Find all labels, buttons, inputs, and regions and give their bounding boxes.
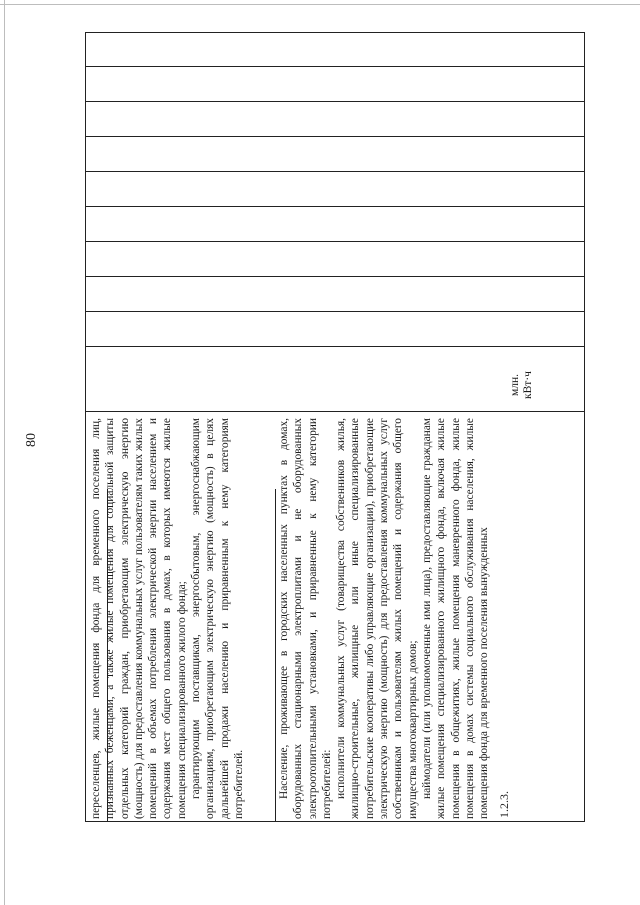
scan-edge-top bbox=[0, 4, 640, 5]
scan-edge-left bbox=[4, 0, 5, 905]
column-separator bbox=[85, 276, 585, 277]
column-separator bbox=[85, 66, 585, 67]
row-b-text bbox=[277, 418, 577, 819]
column-separator bbox=[85, 171, 585, 172]
row-a-text bbox=[89, 418, 275, 819]
row-b-paragraph-3: наймодатели (или уполномоченные ими лица), предоставляющие гражданам жилые помещения специализированного жилищного фонда, включая жилые помещения в общежитиях, жилые помещения маневренного фонда, жилые помещения в домах системы социального обслуживания населения, жилые помещения фонда для временного поселения вынужденных bbox=[420, 418, 491, 819]
page-number: 80 bbox=[24, 433, 39, 447]
row-unit: млн. кВт·ч bbox=[509, 371, 534, 399]
row-code: 1.2.3. bbox=[497, 791, 511, 818]
rotated-table bbox=[85, 32, 585, 822]
column-separator bbox=[85, 241, 585, 242]
description-cell bbox=[89, 418, 577, 819]
row-a-paragraph-1: переселенцев, жилые помещения фонда для временного поселения лиц, признанных беженцами, а также жилые помещения для социальной защиты отдельных категорий граждан, приобретающим электрическую энергию (мощность) для предоставления коммунальных услуг пользователям таких жилых помещений в объемах потребления электрической энергии населением и содержания мест общего пользования в домах, в которых имеются жилые помещения специализированного жилого фонда; bbox=[90, 418, 188, 819]
row-b-paragraph-2: исполнители коммунальных услуг (товарищества собственников жилья, жилищно-строительные, жилищные или иные специализированные потребительские кооперативы либо управляющие организации), приобретающие электрическую энергию (мощность) для предоставления коммунальных услуг собственникам и пользователям жилых помещений и содержания общего имущества многоквартирных домов; bbox=[335, 418, 419, 819]
column-separator bbox=[85, 311, 585, 312]
row-a-paragraph-2: гарантирующим поставщикам, энергосбытовым, энергоснабжающим организациям, приобретающим электрическую энергию (мощность) в целях дальнейшей продажи населению и приравненным к нему категориям потребителей. bbox=[190, 418, 245, 819]
column-separator bbox=[85, 136, 585, 137]
column-separator bbox=[85, 206, 585, 207]
row-b-paragraph-1: Население, проживающее в городских населенных пунктах в домах, оборудованных стационарными электроплитами и не оборудованных электроотопительными установками, и приравненные к нему категории потребителей: bbox=[278, 418, 333, 819]
row-unit-cell bbox=[275, 347, 585, 412]
column-separator bbox=[85, 101, 585, 102]
